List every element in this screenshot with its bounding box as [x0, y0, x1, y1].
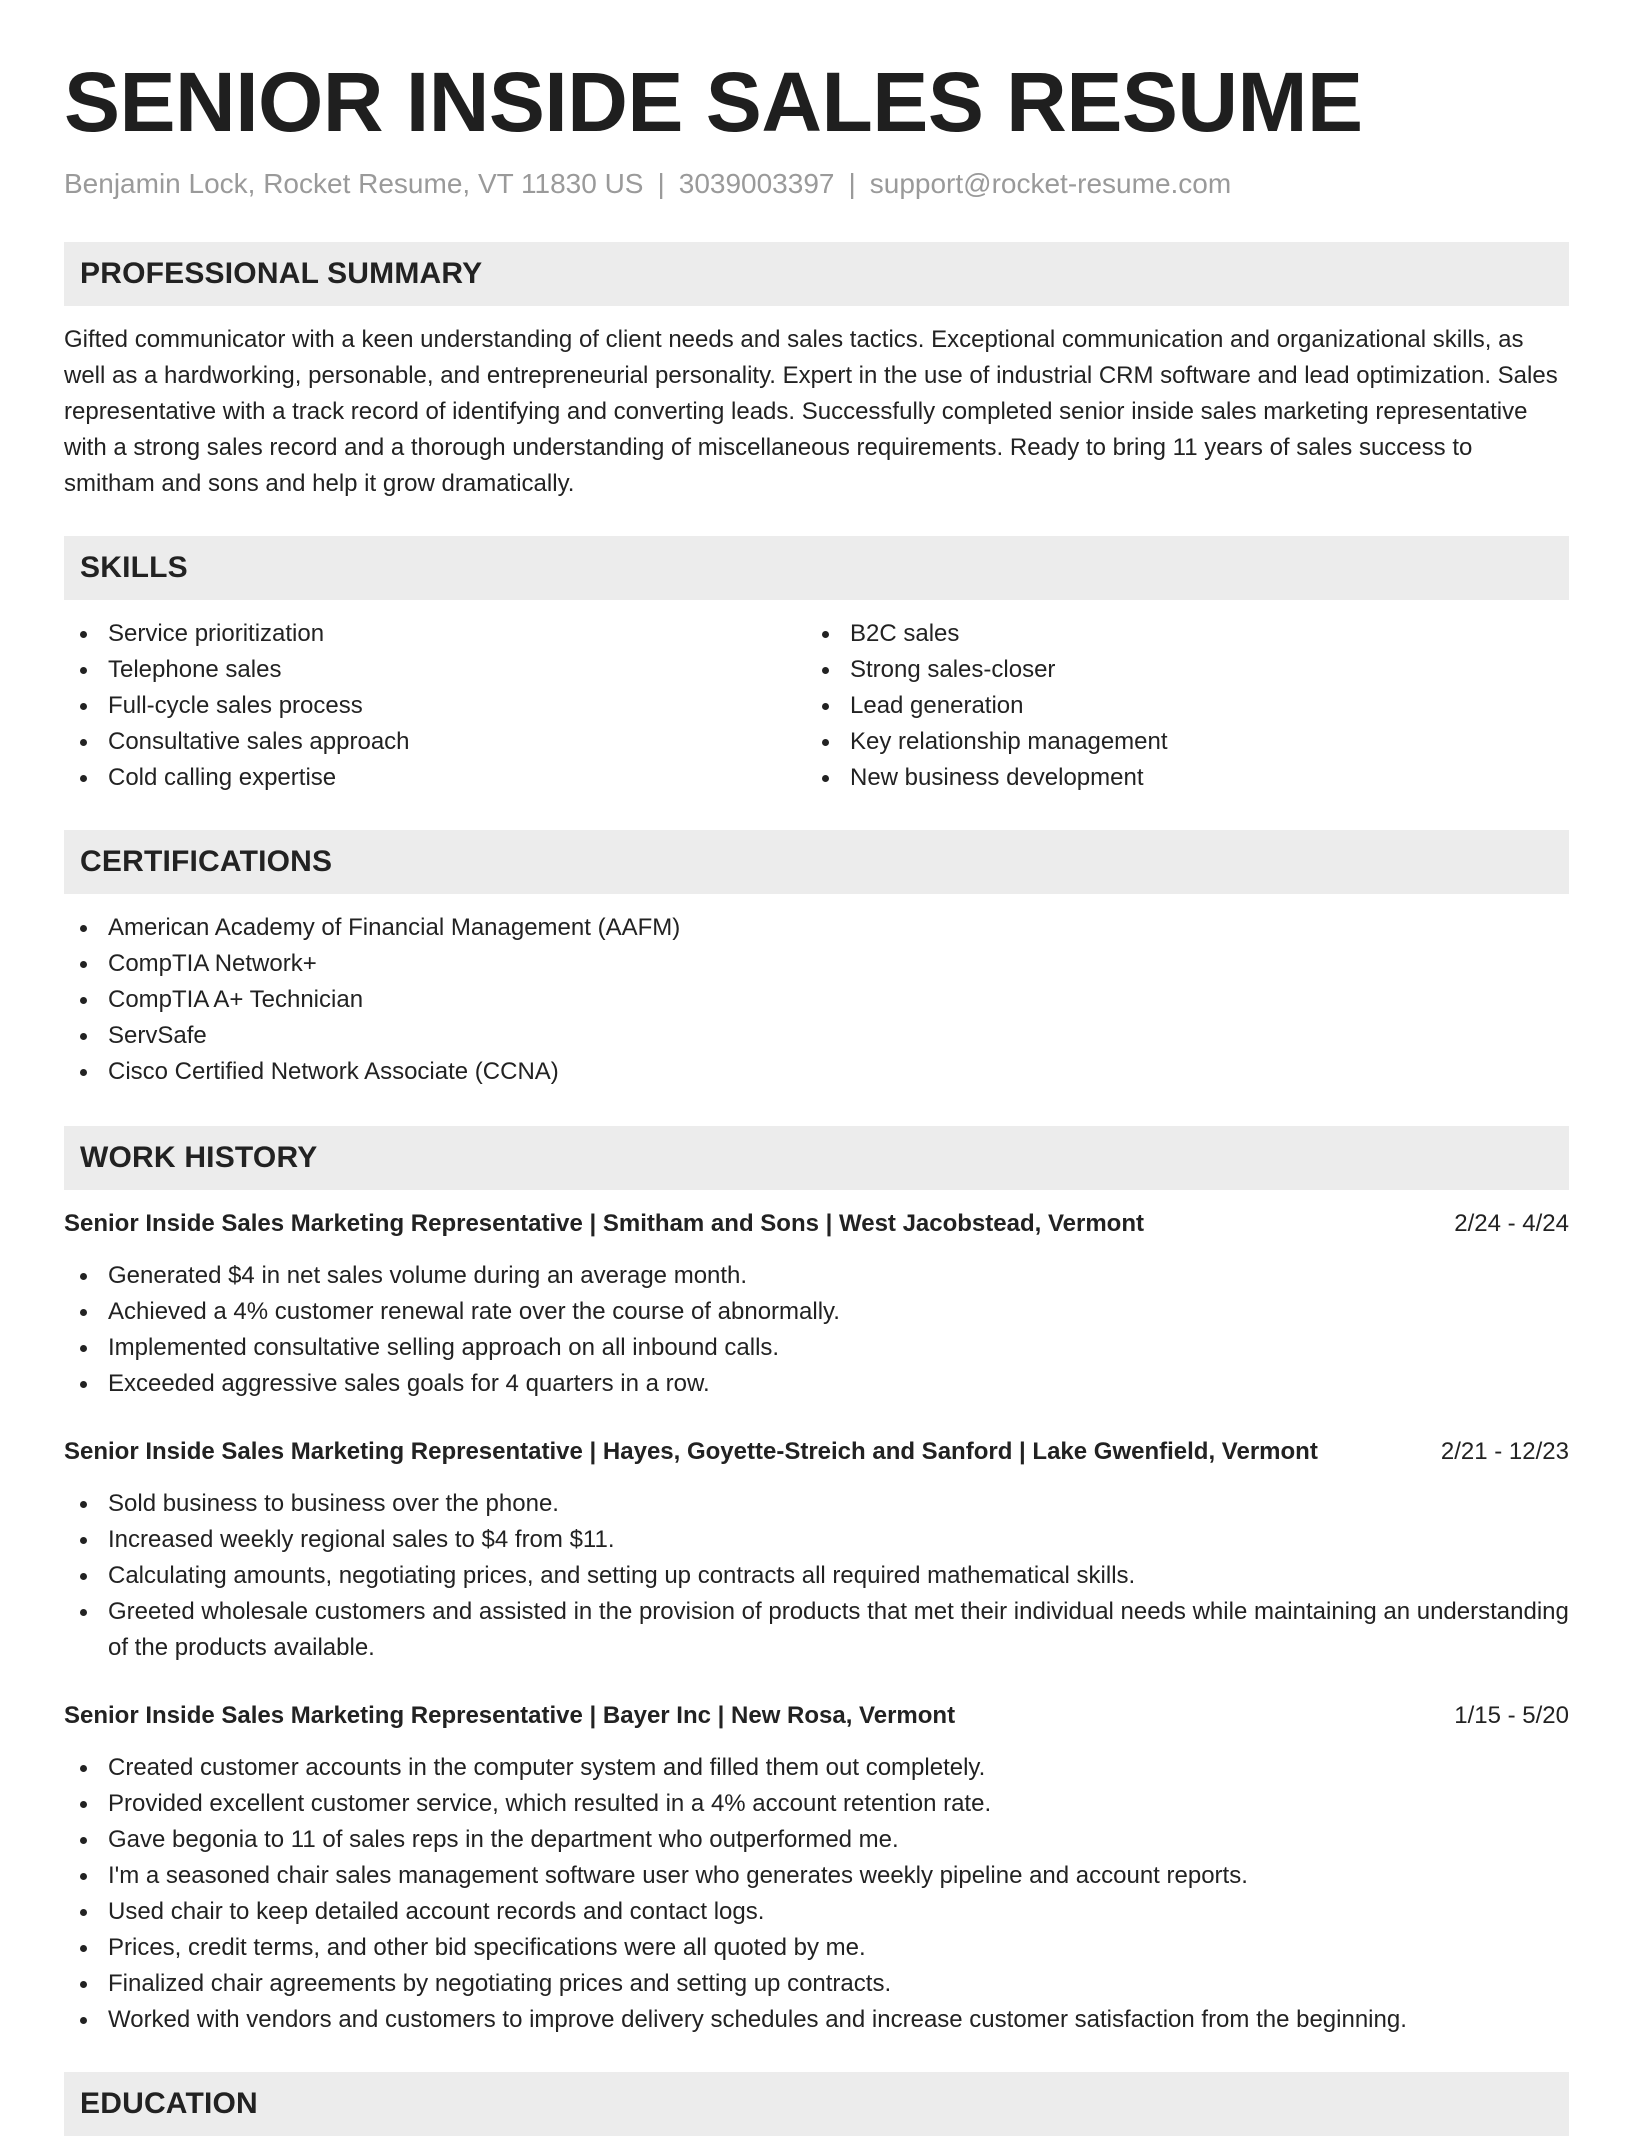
section-header-skills [64, 536, 1569, 600]
certification-item: CompTIA A+ Technician [64, 982, 1569, 1018]
job-bullets [64, 1486, 1569, 1666]
job-bullets [64, 1750, 1569, 2038]
certifications-list [64, 910, 1569, 1090]
job-bullet: Increased weekly regional sales to $4 from $11. [64, 1522, 1569, 1558]
job-bullet: Implemented consultative selling approach on all inbound calls. [64, 1330, 1569, 1366]
section-title: PROFESSIONAL SUMMARY [80, 257, 483, 290]
job-bullet: Provided excellent customer service, which resulted in a 4% account retention rate. [64, 1786, 1569, 1822]
job-header [64, 1698, 1569, 1734]
job-bullet: Used chair to keep detailed account records and contact logs. [64, 1894, 1569, 1930]
contact-address: Benjamin Lock, Rocket Resume, VT 11830 US [64, 168, 644, 199]
summary-text: Gifted communicator with a keen understanding of client needs and sales tactics. Exceptional communication and organizational skills, as well as a hardworking, personable, and entrepreneurial personality. Expert in the use of industrial CRM software and lead optimization. Sales representative with a track record of identifying and converting leads. Successfully completed senior inside sales marketing representative with a strong sales record and a thorough understanding of miscellaneous requirements. Ready to bring 11 years of sales success to smitham and sons and help it grow dramatically. [64, 326, 1558, 497]
job-bullet: Achieved a 4% customer renewal rate over the course of abnormally. [64, 1294, 1569, 1330]
section-title: WORK HISTORY [80, 1141, 318, 1174]
section-title: SKILLS [80, 551, 188, 584]
skill-item: Cold calling expertise [64, 760, 806, 796]
job-bullet: Exceeded aggressive sales goals for 4 quarters in a row. [64, 1366, 1569, 1402]
skills-list-right [806, 616, 1548, 796]
skill-item: Service prioritization [64, 616, 806, 652]
resume-title: SENIOR INSIDE SALES RESUME [64, 55, 1363, 149]
job-bullet: Worked with vendors and customers to improve delivery schedules and increase customer satisfaction from the beginning. [64, 2002, 1569, 2038]
job-bullet: Gave begonia to 11 of sales reps in the department who outperformed me. [64, 1822, 1569, 1858]
contact-line [64, 164, 1569, 204]
contact-separator: | [848, 168, 856, 199]
skill-item: Consultative sales approach [64, 724, 806, 760]
section-title: CERTIFICATIONS [80, 845, 333, 878]
skills-grid [64, 616, 1569, 796]
job-bullets [64, 1258, 1569, 1402]
certification-item: CompTIA Network+ [64, 946, 1569, 982]
job-entry [64, 1698, 1569, 2038]
skill-item: Telephone sales [64, 652, 806, 688]
job-bullet: Greeted wholesale customers and assisted in the provision of products that met their individual needs while maintaining an understanding of the products available. [64, 1594, 1569, 1666]
job-title: Senior Inside Sales Marketing Representative | Hayes, Goyette-Streich and Sanford | Lake Gwenfield, Vermont [64, 1438, 1318, 1465]
certification-item: Cisco Certified Network Associate (CCNA) [64, 1054, 1569, 1090]
job-bullet: Generated $4 in net sales volume during an average month. [64, 1258, 1569, 1294]
resume-page [64, 0, 1569, 2136]
certification-item: American Academy of Financial Management (AAFM) [64, 910, 1569, 946]
contact-email: support@rocket-resume.com [869, 168, 1232, 199]
job-header [64, 1434, 1569, 1470]
job-bullet: Calculating amounts, negotiating prices, and setting up contracts all required mathematical skills. [64, 1558, 1569, 1594]
job-bullet: I'm a seasoned chair sales management software user who generates weekly pipeline and account reports. [64, 1858, 1569, 1894]
section-title: EDUCATION [80, 2087, 258, 2120]
contact-phone: 3039003397 [678, 168, 835, 199]
section-header-certifications [64, 830, 1569, 894]
section-header-summary [64, 242, 1569, 306]
job-bullet: Created customer accounts in the computer system and filled them out completely. [64, 1750, 1569, 1786]
skill-item: New business development [806, 760, 1548, 796]
skill-item: Strong sales-closer [806, 652, 1548, 688]
job-dates: 2/21 - 12/23 [1440, 1438, 1569, 1465]
job-bullet: Prices, credit terms, and other bid specifications were all quoted by me. [64, 1930, 1569, 1966]
skills-list-left [64, 616, 806, 796]
section-header-work-history [64, 1126, 1569, 1190]
job-dates: 1/15 - 5/20 [1454, 1702, 1569, 1729]
certification-item: ServSafe [64, 1018, 1569, 1054]
contact-separator: | [657, 168, 665, 199]
job-header [64, 1206, 1569, 1242]
job-title: Senior Inside Sales Marketing Representative | Smitham and Sons | West Jacobstead, Vermont [64, 1210, 1144, 1237]
job-entry [64, 1206, 1569, 1402]
job-entry [64, 1434, 1569, 1666]
job-dates: 2/24 - 4/24 [1454, 1210, 1569, 1237]
job-bullet: Sold business to business over the phone. [64, 1486, 1569, 1522]
job-title: Senior Inside Sales Marketing Representative | Bayer Inc | New Rosa, Vermont [64, 1702, 956, 1729]
section-header-education [64, 2072, 1569, 2136]
skill-item: Full-cycle sales process [64, 688, 806, 724]
job-bullet: Finalized chair agreements by negotiating prices and setting up contracts. [64, 1966, 1569, 2002]
skill-item: Key relationship management [806, 724, 1548, 760]
skill-item: Lead generation [806, 688, 1548, 724]
skill-item: B2C sales [806, 616, 1548, 652]
